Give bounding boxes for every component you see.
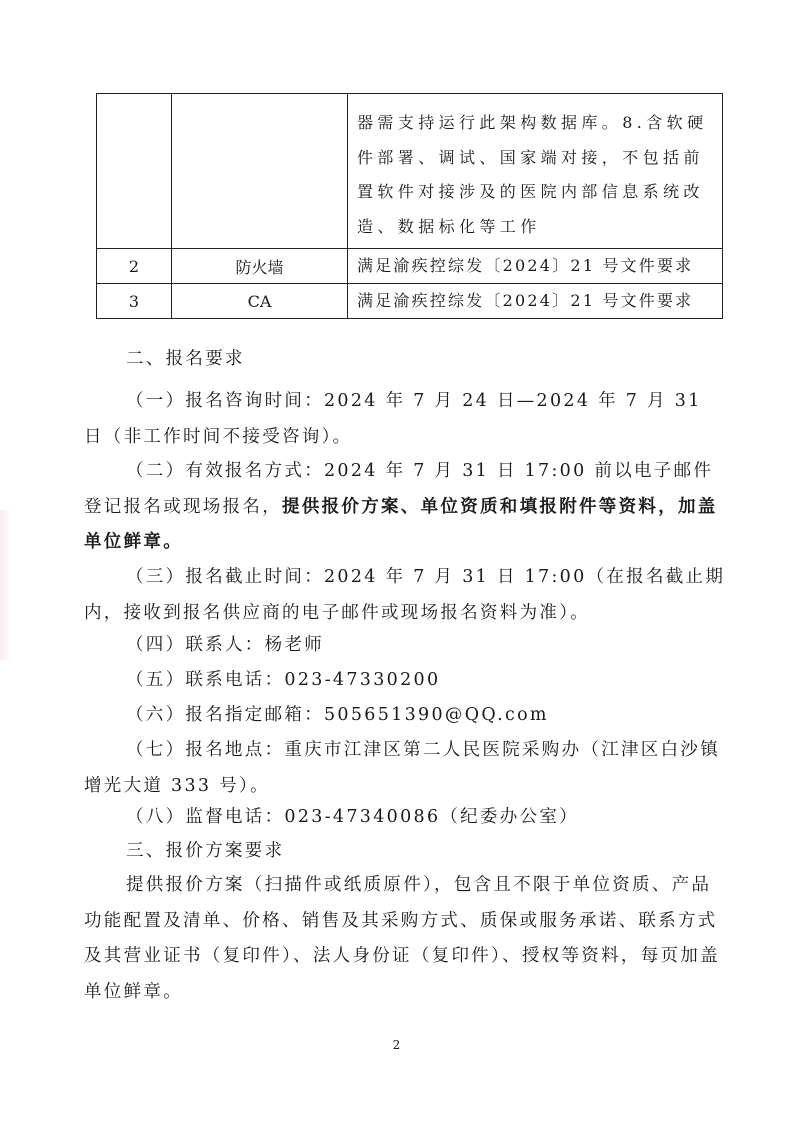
equipment-table: [96, 93, 723, 319]
table-cell-name: CA: [172, 284, 348, 319]
paragraph-location: （七）报名地点：重庆市江津区第二人民医院采购办（江津区白沙镇增光大道 333 号）。: [84, 740, 720, 796]
paragraph-registration-method: [84, 454, 726, 561]
registration-method-bold: 提供报价方案、单位资质和填报附件等资料，加盖单位鲜章。: [84, 496, 718, 552]
paragraph-email: （六）报名指定邮箱：505651390@QQ.com: [126, 705, 549, 725]
table-cell-req: 满足渝疾控综发〔2024〕21 号文件要求: [348, 249, 723, 284]
table-row: [97, 94, 723, 249]
paragraph-deadline: （三）报名截止时间：2024 年 7 月 31 日 17:00（在报名截止期内，接收到报名供应商的电子邮件或现场报名资料为准）。: [84, 567, 726, 623]
paragraph-contact: （四）联系人：杨老师: [126, 635, 324, 655]
table-cell-desc: 器需支持运行此架构数据库。8.含软硬件部署、调试、国家端对接，不包括前置软件对接涉及的医院内部信息系统改造、数据标化等工作: [348, 94, 723, 249]
registration-method-text: （二）有效报名方式：2024 年 7 月 31 日 17:00 前以电子邮件登记报名或现场报名，: [84, 461, 714, 517]
table-cell-num: 2: [97, 249, 172, 284]
table-cell-req: 满足渝疾控综发〔2024〕21 号文件要求: [348, 284, 723, 319]
table-cell-name: 防火墙: [172, 249, 348, 284]
paragraph-phone: （五）联系电话：023-47330200: [126, 670, 441, 690]
paragraph-quote-requirements: 提供报价方案（扫描件或纸质原件），包含且不限于单位资质、产品功能配置及清单、价格、销售及其采购方式、质保或服务承诺、联系方式及其营业证书（复印件）、法人身份证（复印件）、授权等资料，每页加盖单位鲜章。: [84, 875, 720, 1002]
table-row: [97, 249, 723, 284]
table-cell-num: 3: [97, 284, 172, 319]
table-cell-name: [172, 94, 348, 249]
paragraph-supervision: （八）监督电话：023-47340086（纪委办公室）: [126, 807, 579, 827]
section-heading: 二、报名要求: [126, 349, 245, 369]
table-cell-num: [97, 94, 172, 249]
paragraph-consult-time: （一）报名咨询时间：2024 年 7 月 24 日—2024 年 7 月 31 日（非工作时间不接受咨询）。: [84, 391, 702, 447]
section-heading: 三、报价方案要求: [126, 841, 285, 861]
stamp-mark: [0, 510, 12, 660]
page-number: 2: [392, 1038, 401, 1052]
table-row: [97, 284, 723, 319]
